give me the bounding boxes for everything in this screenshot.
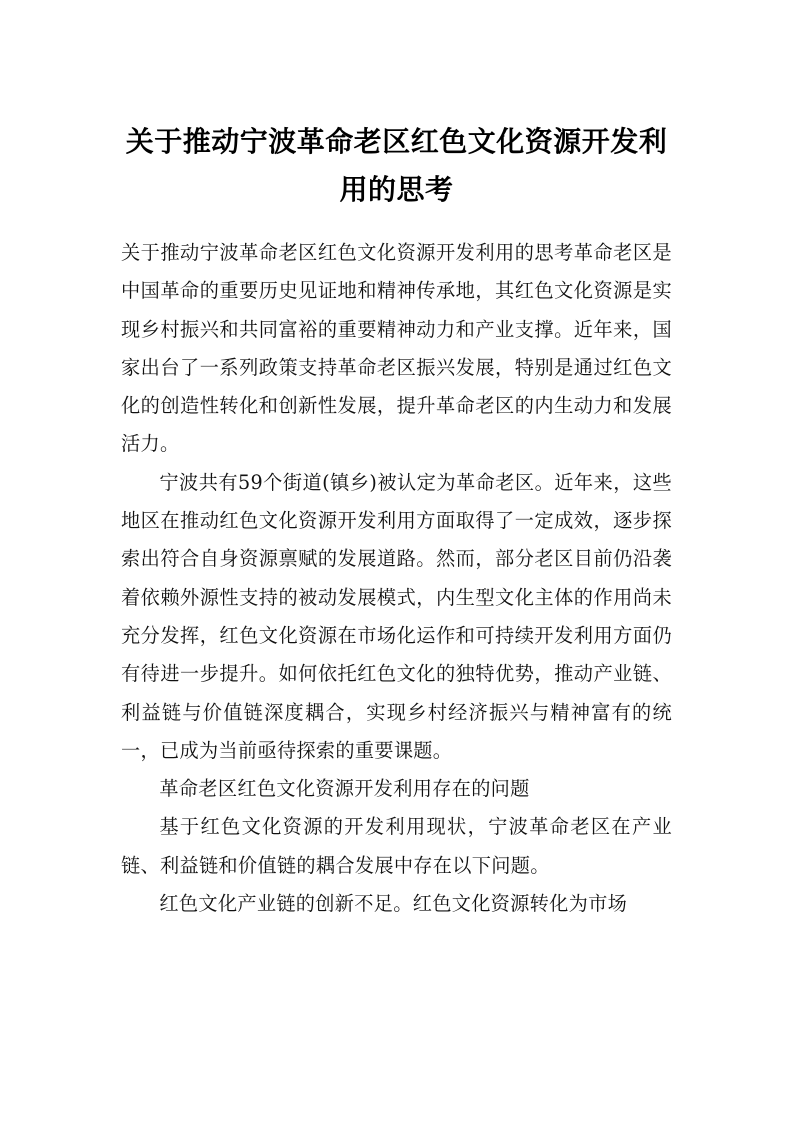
paragraph-industry-chain: 红色文化产业链的创新不足。红色文化资源转化为市场 [159,892,628,916]
document-body [121,234,672,923]
section-heading-problems: 革命老区红色文化资源开发利用存在的问题 [159,777,530,801]
paragraph-problems-intro: 基于红色文化资源的开发利用现状，宁波革命老区在产业链、利益链和价值链的耦合发展中存在以下问题。 [121,815,672,877]
paragraph-ningbo-overview: 宁波共有59个街道(镇乡)被认定为革命老区。近年来，这些地区在推动红色文化资源开发利用方面取得了一定成效，逐步探索出符合自身资源禀赋的发展道路。然而，部分老区目前仍沿袭着依赖外源性支持的被动发展模式，内生型文化主体的作用尚未充分发挥，红色文化资源在市场化运作和可持续开发利用方面仍有待进一步提升。如何依托红色文化的独特优势，推动产业链、利益链与价值链深度耦合，实现乡村经济振兴与精神富有的统一，已成为当前亟待探索的重要课题。 [121,470,672,762]
document-title: 关于推动宁波革命老区红色文化资源开发利用的思考 [125,125,668,206]
paragraph-intro: 关于推动宁波革命老区红色文化资源开发利用的思考革命老区是中国革命的重要历史见证地和精神传承地，其红色文化资源是实现乡村振兴和共同富裕的重要精神动力和产业支撑。近年来，国家出台了一系列政策支持革命老区振兴发展，特别是通过红色文化的创造性转化和创新性发展，提升革命老区的内生动力和发展活力。 [121,241,672,456]
